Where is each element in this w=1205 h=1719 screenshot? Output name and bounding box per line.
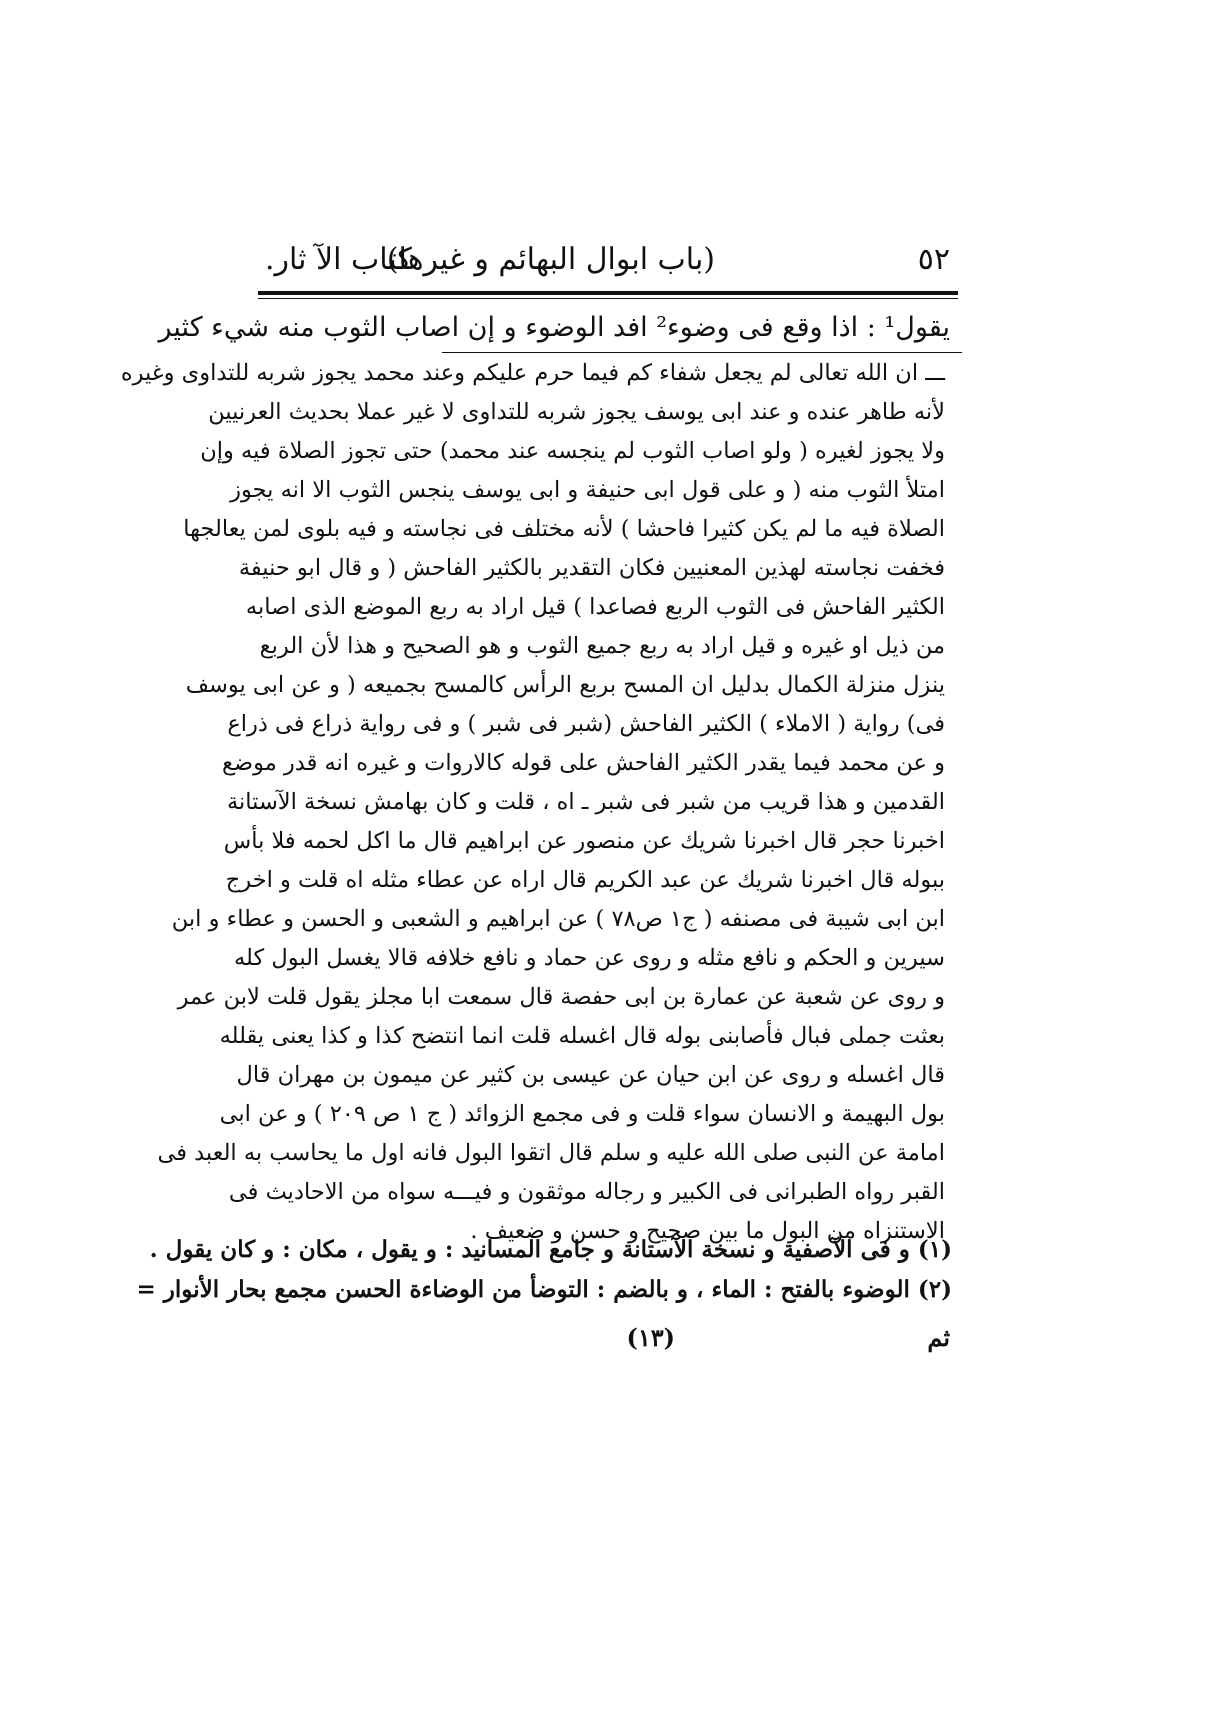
commentary-line: سيرين و الحكم و نافع مثله و روى عن حماد و نافع خلافه قالا يغسل البول كله xyxy=(233,945,945,971)
commentary-line: امامة عن النبى صلى الله عليه و سلم قال اتقوا البول فانه اول ما يحاسب به العبد فى xyxy=(157,1140,945,1166)
commentary-line: الكثير الفاحش فى الثوب الربع فصاعدا ) قيل اراد به ربع الموضع الذى اصابه xyxy=(245,594,945,620)
commentary-line: بعثت جملى فبال فأصابنى بوله قال اغسله قلت انما انتضح كذا و كذا يعنى يقلله xyxy=(219,1023,945,1049)
header-rule-thick xyxy=(258,291,958,295)
main-text-rule xyxy=(442,352,962,353)
chapter-title: (باب ابوال البهائم و غيرها) xyxy=(386,242,715,277)
commentary-line: القبر رواه الطبرانى فى الكبير و رجاله موثقون و فيـــه سواه من الاحاديث فى xyxy=(228,1179,945,1205)
commentary-line: و روى عن شعبة عن عمارة بن ابى حفصة قال سمعت ابا مجلز يقول قلت لابن عمر xyxy=(177,984,945,1010)
commentary-line: ينزل منزلة الكمال بدليل ان المسح بربع الرأس كالمسح بجميعه ( و عن ابى يوسف xyxy=(185,672,945,698)
commentary-line: فخفت نجاسته لهذين المعنيين فكان التقدير بالكثير الفاحش ( و قال ابو حنيفة xyxy=(238,555,945,581)
commentary-line: الاستنزاه من البول ما بين صحيح و حسن و ضعيف . xyxy=(470,1218,945,1244)
page-footer xyxy=(265,1318,950,1358)
page-header xyxy=(265,240,950,284)
commentary-line: ببوله قال اخبرنا شريك عن عبد الكريم قال اراه عن عطاء مثله اه قلت و اخرج xyxy=(225,867,945,893)
commentary-line: بول البهيمة و الانسان سواء قلت و فى مجمع الزوائد ( ج ١ ص ٢٠٩ ) و عن ابى xyxy=(219,1101,945,1127)
commentary-line: اخبرنا حجر قال اخبرنا شريك عن منصور عن ابراهيم قال ما اكل لحمه فلا بأس xyxy=(223,828,945,854)
catchword: ثم xyxy=(927,1323,950,1352)
commentary-line: فى) رواية ( الاملاء ) الكثير الفاحش (شبر فى شبر ) و فى رواية ذراع فى ذراع xyxy=(227,711,945,737)
commentary-line: من ذيل او غيره و قيل اراد به ربع جميع الثوب و هو الصحيح و هذا لأن الربع xyxy=(259,633,945,659)
commentary-line: الصلاة فيه ما لم يكن كثيرا فاحشا ) لأنه مختلف فى نجاسته و فيه بلوى لمن يعالجها xyxy=(183,516,945,542)
book-title: كتاب الآ ثار. xyxy=(265,242,412,277)
commentary-line: لأنه طاهر عنده و عند ابى يوسف يجوز شربه للتداوى لا غير عملا بحديث العرنيين xyxy=(208,399,945,425)
commentary-line: ـــ ان الله تعالى لم يجعل شفاء كم فيما حرم عليكم وعند محمد يجوز شربه للتداوى وغيره xyxy=(120,360,945,386)
header-rule-thin xyxy=(258,298,958,299)
footnote-1: (١) و فى الآصفية و نسخة الآستانة و جامع المسانيد : و يقول ، مكان : و كان يقول . xyxy=(149,1236,952,1263)
footnotes-block xyxy=(136,1230,952,1310)
footnote-2: (٢) الوضوء بالفتح : الماء ، و بالضم : التوضأ من الوضاءة الحسن مجمع بحار الأنوار = xyxy=(136,1276,952,1303)
commentary-line: قال اغسله و روى عن ابن حيان عن عيسى بن كثير عن ميمون بن مهران قال xyxy=(236,1062,945,1088)
commentary-line: و عن محمد فيما يقدر الكثير الفاحش على قوله كالاروات و غيره انه قدر موضع xyxy=(221,750,945,776)
commentary-line: ولا يجوز لغيره ( ولو اصاب الثوب لم ينجسه عند محمد) حتى تجوز الصلاة فيه وإن xyxy=(200,438,945,464)
commentary-line: امتلأ الثوب منه ( و على قول ابى حنيفة و ابى يوسف ينجس الثوب الا انه يجوز xyxy=(230,477,945,503)
commentary-line: ابن ابى شيبة فى مصنفه ( ج١ ص٧٨ ) عن ابراهيم و الشعبى و الحسن و عطاء و ابن xyxy=(171,906,945,932)
page-number: ٥٢ xyxy=(917,242,950,277)
signature-mark: (١٣) xyxy=(626,1323,675,1352)
main-text: يقول¹ : اذا وقع فى وضوء² افد الوضوء و إن اصاب الثوب منه شيء كثير xyxy=(158,312,950,343)
commentary-line: القدمين و هذا قريب من شبر فى شبر ـ اه ، قلت و كان بهامش نسخة الآستانة xyxy=(226,789,945,815)
